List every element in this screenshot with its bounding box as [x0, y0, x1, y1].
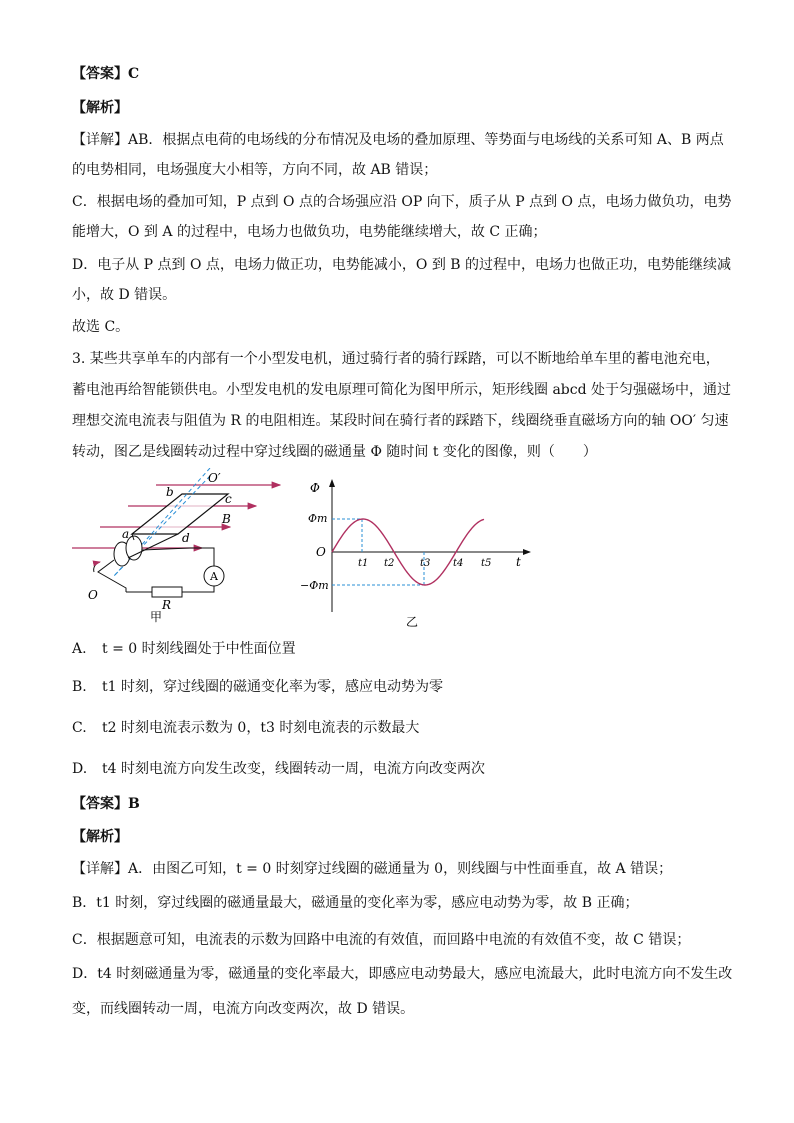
- option-b[interactable]: [72, 677, 443, 697]
- question-stem-line: 3. 某些共享单车的内部有一个小型发电机，通过骑行者的骑行踩踏，可以不断地给单车里的蓄电池充电，: [72, 351, 720, 367]
- flux-time-graph: [298, 476, 538, 628]
- detail-line: D．电子从 P 点到 O 点，电场力做正功，电势能减小，O 到 B 的过程中，电场力也做正功，电势能继续减: [72, 257, 732, 273]
- tick-t2: t2: [384, 558, 395, 569]
- option-a-text: t = 0 时刻线圈处于中性面位置: [102, 641, 296, 657]
- option-c[interactable]: [72, 718, 419, 738]
- question-stem-line: 蓄电池再给智能锁供电。小型发电机的发电原理可简化为图甲所示，矩形线圈 abcd 处于匀强磁场中，通过: [72, 382, 732, 398]
- generator-diagram: [70, 468, 290, 628]
- answer-label-q2: 【答案】C: [72, 66, 140, 82]
- label-o-prime: O′: [208, 471, 221, 485]
- option-c-label: C.: [72, 720, 87, 736]
- detail-line: 能增大，O 到 A 的过程中，电场力也做负功，电势能继续增大，故 C 正确；: [72, 224, 547, 240]
- tick-t3: t3: [420, 558, 431, 569]
- figure-caption-jia: 甲: [150, 610, 163, 624]
- tick-t4: t4: [453, 558, 464, 569]
- detail-line: 【详解】A．由图乙可知，t = 0 时刻穿过线圈的磁通量为 0，则线圈与中性面垂直，故 A 错误；: [72, 861, 673, 877]
- option-d[interactable]: [72, 759, 485, 779]
- coil-abcd: [132, 494, 228, 534]
- question-stem-line: 转动，图乙是线圈转动过程中穿过线圈的磁通量 Φ 随时间 t 变化的图像，则（ ）: [72, 444, 597, 460]
- axis-label-t: t: [516, 555, 521, 569]
- detail-line: 小，故 D 错误。: [72, 287, 177, 303]
- conclusion-line: 故选 C。: [72, 319, 130, 335]
- tick-t5: t5: [481, 558, 492, 569]
- option-b-text: t1 时刻，穿过线圈的磁通变化率为零，感应电动势为零: [102, 679, 443, 695]
- label-d: d: [182, 531, 190, 545]
- wire: [142, 548, 214, 566]
- label-b: b: [166, 485, 174, 499]
- label-ammeter: A: [210, 570, 218, 583]
- detail-line: C．根据电场的叠加可知，P 点到 O 点的合场强应沿 OP 向下，质子从 P 点到 O 点，电场力做负功，电势: [72, 194, 732, 210]
- label-R: R: [162, 598, 172, 612]
- label-O: O: [88, 588, 98, 602]
- option-c-text: t2 时刻电流表示数为 0，t3 时刻电流表的示数最大: [102, 720, 420, 736]
- detail-line: D．t4 时刻磁通量为零，磁通量的变化率最大，即感应电动势最大，感应电流最大，此时电流方向不发生改: [72, 966, 733, 982]
- detail-line: C．根据题意可知，电流表的示数为回路中电流的有效值，而回路中电流的有效值不变，故 C 错误；: [72, 932, 691, 948]
- resistor: [152, 587, 182, 597]
- analysis-label-q3: 【解析】: [72, 829, 128, 845]
- label-origin: O: [316, 545, 326, 559]
- analysis-label-q2: 【解析】: [72, 100, 128, 116]
- detail-line: 的电势相同，电场强度大小相等，方向不同，故 AB 错误；: [72, 162, 438, 178]
- detail-line: 【详解】AB．根据点电荷的电场线的分布情况及电场的叠加原理、等势面与电场线的关系可知 A、B 两点: [72, 132, 724, 148]
- detail-line: 变，而线圈转动一周，电流方向改变两次，故 D 错误。: [72, 1001, 415, 1017]
- label-c: c: [225, 492, 232, 506]
- label-phim: Φm: [308, 512, 328, 525]
- figure-caption-yi: 乙: [406, 615, 419, 628]
- option-a-label: A.: [72, 641, 87, 657]
- option-d-text: t4 时刻电流方向发生改变，线圈转动一周，电流方向改变两次: [102, 761, 485, 777]
- question-stem-line: 理想交流电流表与阻值为 R 的电阻相连。某段时间在骑行者的踩踏下，线圈绕垂直磁场方向的轴 OO′ 匀速: [72, 413, 729, 429]
- option-b-label: B.: [72, 679, 87, 695]
- option-a[interactable]: [72, 639, 296, 659]
- tick-t1: t1: [358, 558, 369, 569]
- option-d-label: D.: [72, 761, 88, 777]
- label-a: a: [122, 527, 130, 541]
- label-B: B: [222, 512, 231, 526]
- label-neg-phim: −Φm: [300, 579, 329, 592]
- detail-line: B．t1 时刻，穿过线圈的磁通量最大，磁通量的变化率为零，感应电动势为零，故 B 正确；: [72, 895, 639, 911]
- answer-label-q3: 【答案】B: [72, 796, 140, 812]
- axis-label-phi: Φ: [310, 481, 320, 495]
